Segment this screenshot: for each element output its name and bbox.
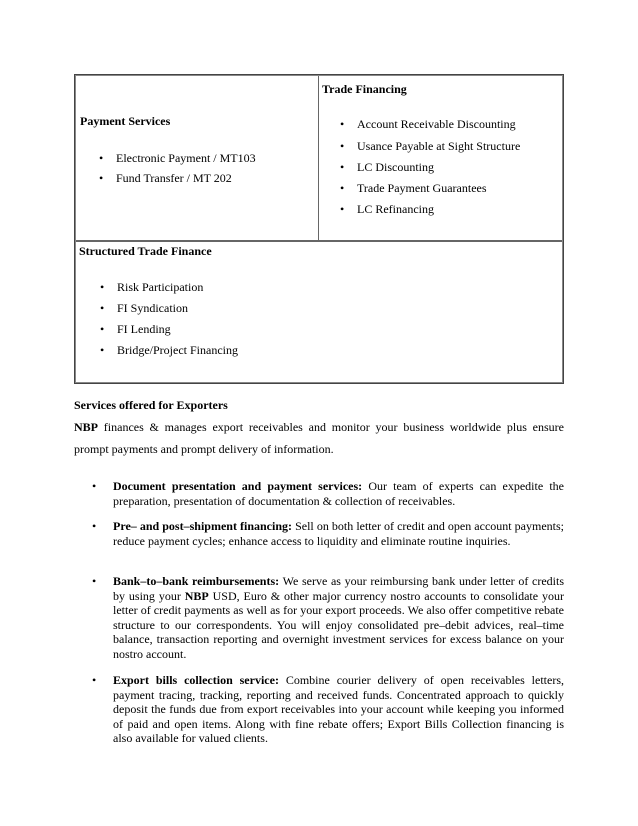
list-item: • Electronic Payment / MT103 bbox=[99, 151, 256, 165]
nbp-bold: NBP bbox=[74, 420, 98, 434]
list-item: • LC Refinancing bbox=[340, 202, 434, 216]
service-text: Document presentation and payment services: Our team of experts can expedite the preparation, presentation of documentation & collection of receivables. bbox=[113, 479, 564, 508]
exporters-intro: NBP finances & manages export receivables and monitor your business worldwide plus ensure prompt payments and prompt delivery of information. bbox=[74, 420, 564, 456]
payment-services-list bbox=[90, 151, 256, 185]
list-item: • Fund Transfer / MT 202 bbox=[99, 171, 232, 185]
trade-financing-cell bbox=[319, 76, 562, 240]
service-title: Document presentation and payment services: bbox=[113, 479, 363, 493]
bullet-icon: • bbox=[92, 479, 97, 493]
service-item-document-presentation bbox=[74, 479, 564, 508]
list-item: • Risk Participation bbox=[100, 280, 204, 294]
list-item: • LC Discounting bbox=[340, 160, 434, 174]
list-item: • Bridge/Project Financing bbox=[100, 343, 238, 357]
bullet-icon: • bbox=[340, 117, 345, 131]
trade-financing-list bbox=[331, 117, 520, 216]
service-title: Export bills collection service: bbox=[113, 673, 279, 687]
payment-services-title: Payment Services bbox=[80, 114, 171, 128]
bullet-icon: • bbox=[92, 519, 97, 533]
service-text: Bank–to–bank reimbursements: We serve as your reimbursing bank under letter of credits by using your NBP USD, Euro & other major currency nostro accounts to consolidate your letter of credit payments as well as for your export proceeds. We also offer competitive rebate structure to our correspondents. You will enjoy consolidated pre–debit advices, real–time balance, transaction reporting and overnight investment services for excess balance on your nostro account. bbox=[113, 574, 565, 661]
nbp-bold: NBP bbox=[184, 588, 209, 603]
bullet-icon: • bbox=[100, 343, 105, 357]
structured-trade-finance-list bbox=[91, 280, 238, 357]
trade-financing-title: Trade Financing bbox=[322, 82, 407, 96]
service-text: Pre– and post–shipment financing: Sell on both letter of credit and open account payments; reduce payment cycles; enhance access to liquidity and eliminate routine inquiries. bbox=[113, 519, 564, 548]
service-item-shipment-financing bbox=[74, 519, 564, 548]
structured-trade-finance-title: Structured Trade Finance bbox=[79, 244, 212, 258]
service-title: Pre– and post–shipment financing: bbox=[113, 519, 293, 533]
bullet-icon: • bbox=[99, 171, 104, 185]
bullet-icon: • bbox=[340, 202, 345, 216]
list-item: • Account Receivable Discounting bbox=[340, 117, 516, 131]
structured-trade-finance-cell bbox=[76, 241, 562, 382]
list-item: • Trade Payment Guarantees bbox=[340, 181, 487, 195]
list-item: • FI Syndication bbox=[100, 301, 188, 315]
bullet-icon: • bbox=[340, 160, 345, 174]
bullet-icon: • bbox=[99, 151, 104, 165]
bullet-icon: • bbox=[340, 139, 345, 153]
payment-services-cell bbox=[76, 76, 319, 240]
service-title: Bank–to–bank reimbursements: bbox=[113, 574, 280, 588]
service-item-export-bills-collection bbox=[74, 673, 564, 746]
exporters-heading: Services offered for Exporters bbox=[74, 398, 228, 412]
services-table bbox=[74, 74, 564, 384]
bullet-icon: • bbox=[92, 673, 97, 687]
bullet-icon: • bbox=[92, 574, 97, 588]
bullet-icon: • bbox=[100, 301, 105, 315]
bullet-icon: • bbox=[340, 181, 345, 195]
bullet-icon: • bbox=[100, 280, 105, 294]
services-table-row-1 bbox=[76, 76, 562, 241]
service-text: Export bills collection service: Combine courier delivery of open receivables letters, payment tracing, tracking, reporting and received funds. Concentrated approach to quickly deposit the funds due from export receivables into your account while keeping you informed of paid and open items. Along with fine rebate offers; Export Bills Collection financing is also available for valued clients. bbox=[113, 673, 564, 746]
bullet-icon: • bbox=[100, 322, 105, 336]
list-item: • Usance Payable at Sight Structure bbox=[340, 139, 521, 153]
service-item-bank-reimbursements bbox=[74, 574, 564, 662]
services-table-frame bbox=[74, 74, 564, 384]
list-item: • FI Lending bbox=[100, 322, 171, 336]
